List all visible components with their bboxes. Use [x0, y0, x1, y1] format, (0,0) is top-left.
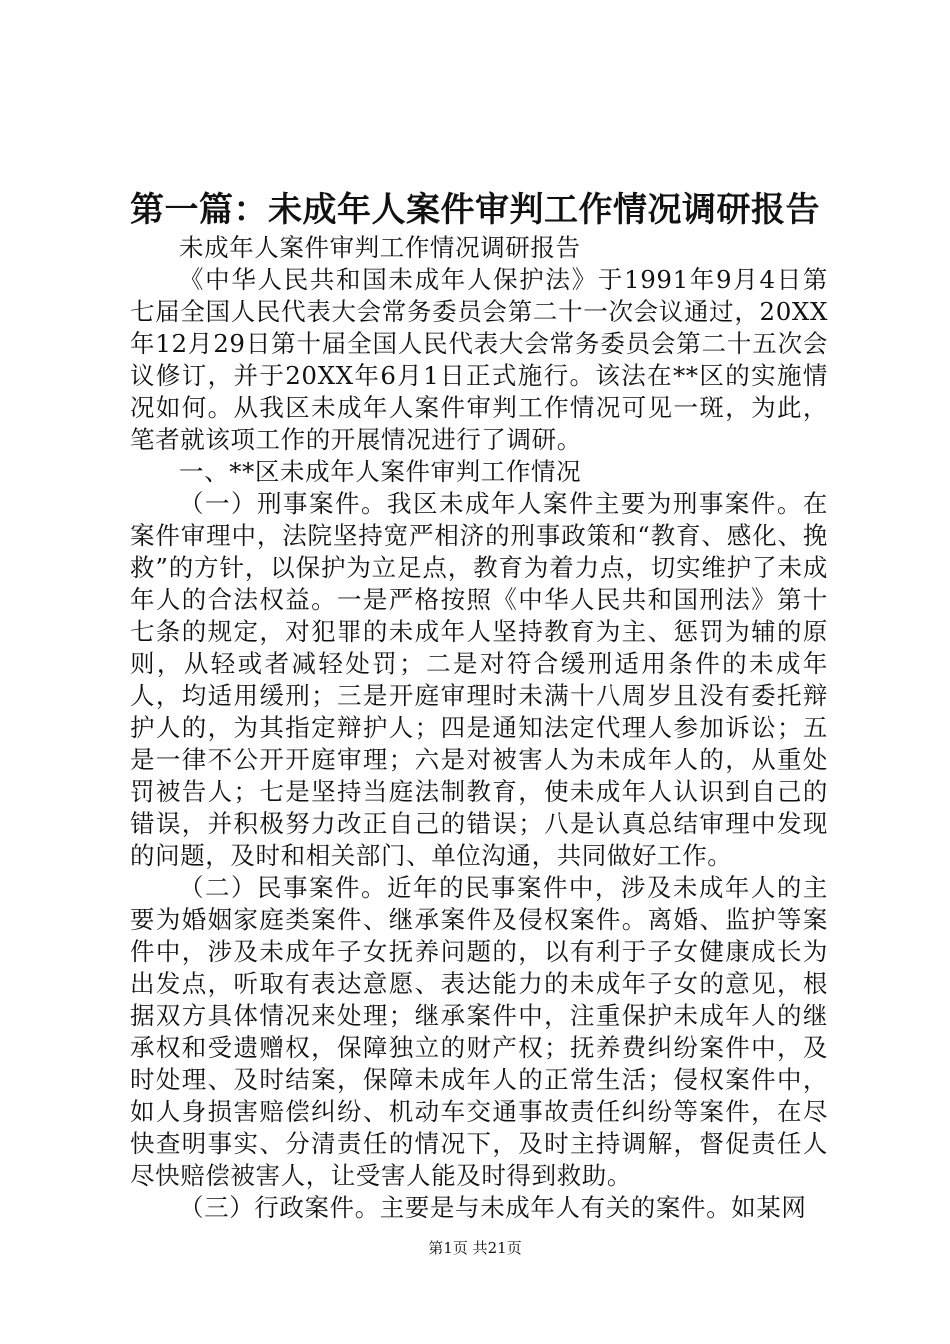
subtitle-paragraph: 未成年人案件审判工作情况调研报告 — [179, 233, 581, 262]
document-title: 第一篇：未成年人案件审判工作情况调研报告 — [130, 190, 820, 230]
intro-paragraph: 《中华人民共和国未成年人保护法》于1991年9月4日第七届全国人民代表大会常务委员会第二十一次会议通过，20XX年12月29日第十届全国人民代表大会常务委员会第二十五次会议修订，并于20XX年6月1日正式施行。该法在**区的实施情况如何。从我区未成年人案件审判工作情况可见一斑，为此，笔者就该项工作的开展情况进行了调研。 — [130, 265, 828, 454]
document-body — [130, 232, 828, 1224]
administrative-cases-paragraph: （三）行政案件。主要是与未成年人有关的案件。如某网 — [179, 1193, 807, 1222]
civil-cases-paragraph: （二）民事案件。近年的民事案件中，涉及未成年人的主要为婚姻家庭类案件、继承案件及侵权案件。离婚、监护等案件中，涉及未成年子女抚养问题的，以有利于子女健康成长为出发点，听取有表达意愿、表达能力的未成年子女的意见，根据双方具体情况来处理；继承案件中，注重保护未成年人的继承权和受遗赠权，保障独立的财产权；抚养费纠纷案件中，及时处理、及时结案，保障未成年人的正常生活；侵权案件中，如人身损害赔偿纠纷、机动车交通事故责任纠纷等案件，在尽快查明事实、分清责任的情况下，及时主持调解，督促责任人尽快赔偿被害人，让受害人能及时得到救助。 — [130, 873, 828, 1190]
section-heading: 一、**区未成年人案件审判工作情况 — [179, 457, 582, 486]
page-number-footer: 第1页 共21页 — [428, 1239, 522, 1257]
criminal-cases-paragraph: （一）刑事案件。我区未成年人案件主要为刑事案件。在案件审理中，法院坚持宽严相济的刑事政策和“教育、感化、挽救”的方针，以保护为立足点，教育为着力点，切实维护了未成年人的合法权益。一是严格按照《中华人民共和国刑法》第十七条的规定，对犯罪的未成年人坚持教育为主、惩罚为辅的原则，从轻或者减轻处罚；二是对符合缓刑适用条件的未成年人，均适用缓刑；三是开庭审理时未满十八周岁且没有委托辩护人的，为其指定辩护人；四是通知法定代理人参加诉讼；五是一律不公开开庭审理；六是对被害人为未成年人的，从重处罚被告人；七是坚持当庭法制教育，使未成年人认识到自己的错误，并积极努力改正自己的错误；八是认真总结审理中发现的问题，及时和相关部门、单位沟通，共同做好工作。 — [130, 489, 828, 870]
